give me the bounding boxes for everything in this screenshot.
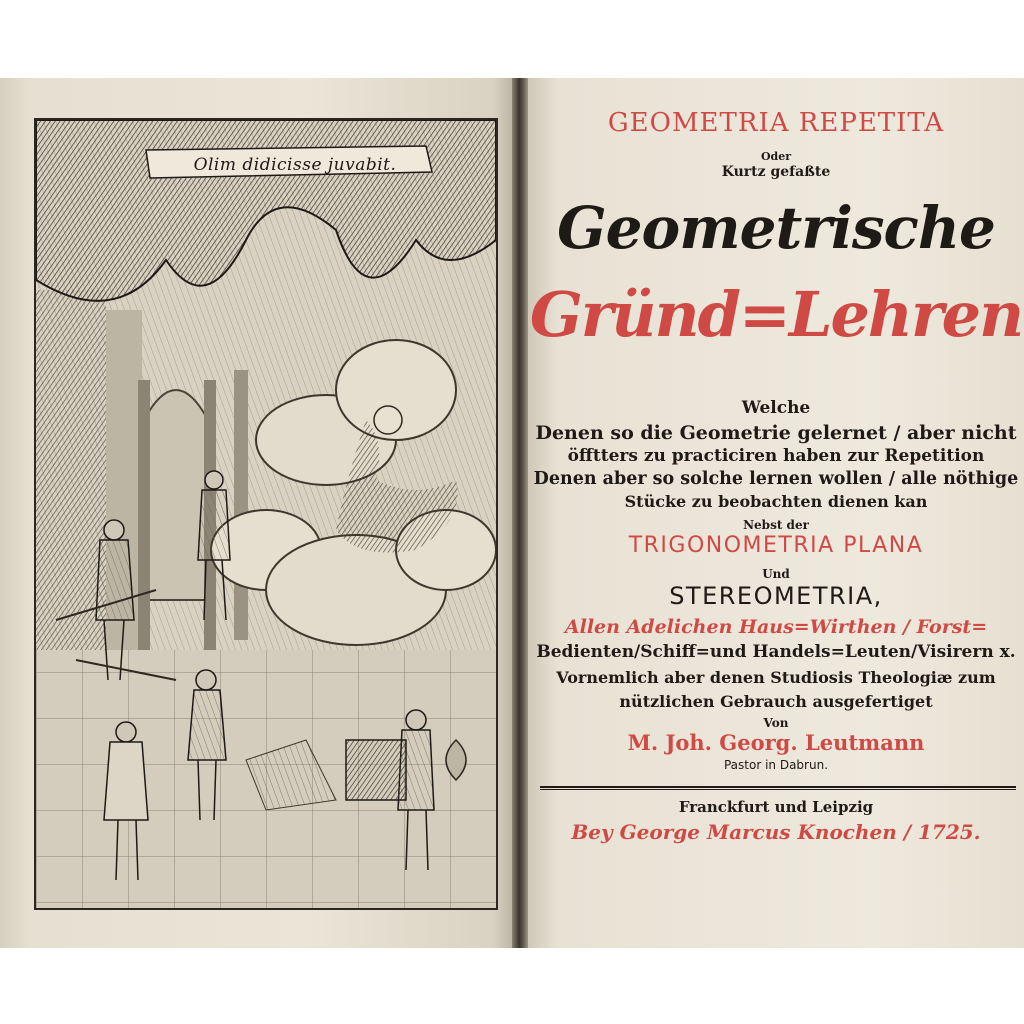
allen-line: Allen Adelichen Haus=Wirthen / Forst= [564, 616, 988, 638]
oder-text: Oder [760, 150, 792, 163]
nutzlichen-line: nützlichen Gebrauch ausgefertiget [619, 692, 933, 711]
kurtz-text: Kurtz gefaßte [721, 164, 831, 180]
nebst-text: Nebst der [743, 518, 809, 532]
geometrische-heading: Geometrische [557, 194, 995, 262]
imprint-rule [540, 786, 1016, 788]
stereometria-heading: STEREOMETRIA, [669, 582, 883, 610]
bedienten-line: Bedienten/Schiff=und Handels=Leuten/Visirern x. [536, 642, 1016, 662]
frontispiece-engraving [34, 118, 498, 910]
imprint-rule-thin [540, 789, 1016, 790]
book-spread [0, 78, 1024, 948]
trigonometria-heading: TRIGONOMETRIA PLANA [628, 533, 924, 558]
welche-text: Welche [741, 398, 811, 418]
title-page [528, 78, 1024, 948]
imprint-place: Franckfurt und Leipzig [678, 798, 874, 816]
frontispiece-page [0, 78, 514, 948]
description-line-4: Stücke zu beobachten dienen kan [624, 492, 928, 511]
und-text: Und [762, 567, 790, 581]
imprint-publisher: Bey George Marcus Knochen / 1725. [571, 820, 981, 844]
frontispiece-motto: Olim didicisse juvabit. [193, 155, 397, 175]
description-line-3: Denen aber so solche lernen wollen / alle nöthige [533, 469, 1019, 489]
vornemlich-line: Vornemlich aber denen Studiosis Theologiæ zum [556, 668, 996, 687]
author-name: M. Joh. Georg. Leutmann [627, 730, 925, 755]
main-title: GEOMETRIA REPETITA [607, 108, 945, 138]
pastor-text: Pastor in Dabrun. [723, 758, 829, 772]
engraving-illustration [36, 120, 496, 908]
description-line-1: Denen so die Geometrie gelernet / aber nicht [535, 422, 1017, 444]
description-line-2: öfftters zu practiciren haben zur Repetition [567, 446, 985, 466]
von-text: Von [763, 716, 789, 730]
grund-lehren-heading: Gründ=Lehren [529, 278, 1023, 351]
